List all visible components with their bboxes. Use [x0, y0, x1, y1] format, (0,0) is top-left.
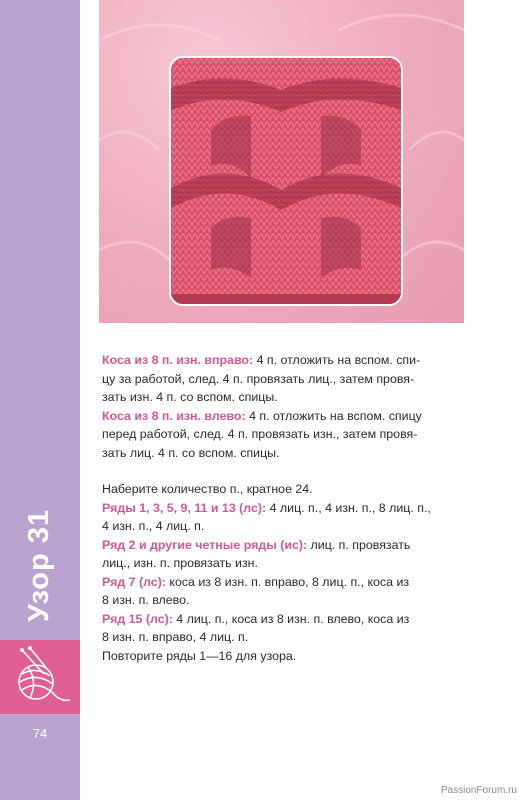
repeat-note: Повторите ряды 1—16 для узора.: [102, 648, 297, 663]
knit-sample: [171, 58, 401, 304]
row15-line2: 8 изн. п. вправо, 4 лиц. п.: [102, 630, 249, 644]
row15-label: Ряд 15 (лс):: [102, 611, 173, 626]
instructions: [102, 351, 468, 665]
rows-even-line1: Ряд 2 и другие четные ряды (ис): лиц. п. провязать: [102, 537, 411, 552]
row7-label: Ряд 7 (лс):: [102, 574, 166, 589]
watermark: PassionForum.ru: [440, 785, 517, 796]
page-number: 74: [32, 726, 48, 741]
cast-on: Наберите количество п., кратное 24.: [102, 482, 313, 496]
cable-right-line3: зать изн. 4 п. со вспом. спицы.: [102, 390, 278, 404]
cable-left-line1: Коса из 8 п. изн. влево: 4 п. отложить на вспом. спицу: [102, 408, 422, 423]
row7-line1: Ряд 7 (лс): коса из 8 изн. п. вправо, 8 лиц. п., коса из: [102, 574, 410, 589]
rows-even-line2: лиц., изн. п. провязать изн.: [102, 556, 258, 570]
cable-left-line3: зать лиц. 4 п. со вспом. спицы.: [102, 445, 280, 460]
cable-left-line2: перед работой, след. 4 п. провязать изн., затем провя-: [102, 427, 418, 441]
knit-sample-frame: [169, 56, 403, 306]
yarn-block: [0, 640, 80, 714]
knitting-photo: [99, 0, 464, 323]
rows-odd-label: Ряды 1, 3, 5, 9, 11 и 13 (лс):: [102, 500, 267, 515]
cable-right-label: Коса из 8 п. изн. вправо:: [102, 353, 254, 367]
yarn-ball-icon: [0, 640, 80, 714]
row15-line1: Ряд 15 (лс): 4 лиц. п., коса из 8 изн. п. влево, коса из: [102, 611, 410, 626]
sidebar: [0, 0, 80, 800]
rows-even-label: Ряд 2 и другие четные ряды (ис):: [102, 537, 308, 552]
rows-odd-line2: 4 изн. п., 4 лиц. п.: [102, 519, 205, 533]
pattern-title: Узор 31: [23, 508, 56, 622]
cable-right-line1: Коса из 8 п. изн. вправо: 4 п. отложить на вспом. спи-: [102, 353, 421, 367]
row7-line2: 8 изн. п. влево.: [102, 593, 190, 607]
cable-left-label: Коса из 8 п. изн. влево:: [102, 408, 246, 423]
cable-right-line2: цу за работой, след. 4 п. провязать лиц., затем провя-: [102, 371, 415, 386]
rows-odd-line1: Ряды 1, 3, 5, 9, 11 и 13 (лс): 4 лиц. п., 4 изн. п., 8 лиц. п.,: [102, 500, 431, 515]
